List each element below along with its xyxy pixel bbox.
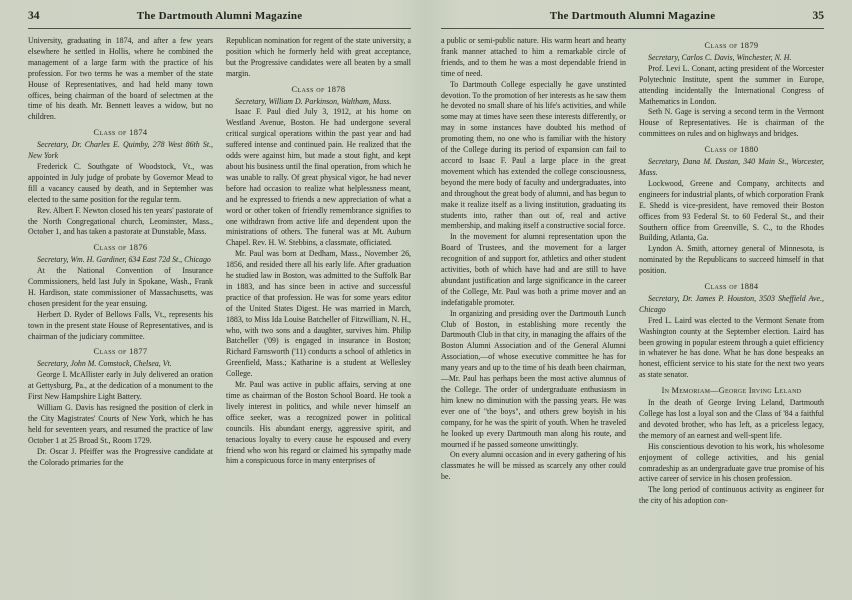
paragraph: Frederick C. Southgate of Woodstock, Vt., was appointed in July judge of probate by Governor Mead to fill a vacancy caused by death, and in September was elected to the same position for the regular term. — [28, 161, 213, 204]
secretary-line: Secretary, Dana M. Dustan, 340 Main St., Worcester, Mass. — [639, 157, 824, 177]
paragraph: George I. McAllister early in July delivered an oration at Gettysburg, Pa., at the dedication of a monument to the First New Hampshire Light Battery. — [28, 370, 213, 402]
columns-left — [28, 36, 411, 588]
page-header-left — [28, 10, 411, 25]
paragraph: Mr. Paul was active in public affairs, serving at one time as chairman of the Boston School Board. He took a lively interest in politics, and while never himself an office seeker, was a recognized power in political councils. His abundant energy, aggressive spirit, and tenacious loyalty to every cause he espoused and every friend who won his regard or claimed his sympathy made him a conspicuous force in many enterprises of — [226, 380, 411, 466]
class-section-heading: Class of 1876 — [93, 243, 148, 253]
secretary-line: Secretary, Dr. James P. Houston, 3503 Sheffield Ave., Chicago — [639, 293, 824, 314]
paragraph: Seth N. Gage is serving a second term in the Vermont House of Representatives. He is chairman of the committees on rules and on highways and bridges. — [639, 107, 824, 139]
paragraph: On every alumni occasion and in every gathering of his classmates he will be missed as scarcely any other could be. — [441, 450, 626, 482]
page-number-left: 34 — [28, 10, 40, 22]
paragraph: In organizing and presiding over the Dartmouth Lunch Club of Boston, in establishing more recently the Dartmouth Club in that city, in managing the affairs of the Boston Alumni Association and of the General Alumni Association,—of whose executive committee he has for many years and up to the time of his death been chairman,—Mr. Paul has perhaps been the most active alumnus of the College. The order of undergraduate enthusiasm in him knew no diminution with the passing years. He was ever one of "the boys", and others grew boyish in his company, for he was the spirit of youth. When he traveled he looked up every Dartmouth man along his route, and mourned if he passed someone unwittingly. — [441, 308, 626, 449]
paragraph: Mr. Paul was born at Dedham, Mass., November 26, 1856, and resided there all his early life. After graduation he studied law in Boston, was admitted to the Suffolk Bar in 1883, and has since been in active and successful practice of that profession. He was for some years editor of the United States Digest. He was married in March, 1883, to Miss Ida Louise Batcheller of Fitzwilliam, N. H., who, with two sons and a daughter, survives him. Philip Batcheller ('09) is engaged in insurance in Boston; Richard Farnsworth ('11) conducts a school of athletics in Greenfield, Mass.; Katharine is a student at Wellesley College. — [226, 249, 411, 379]
class-section-heading: Class of 1878 — [291, 84, 346, 94]
class-section-heading: Class of 1879 — [704, 41, 759, 50]
memoriam-heading: In Memoriam—George Irving Leland — [661, 386, 802, 396]
paragraph: His conscientious devotion to his work, his wholesome enjoyment of college activities, and his genial comradeship as an undergraduate gave true promise of his active career of service in his chosen profession. — [639, 441, 824, 484]
page-header-right — [441, 10, 824, 25]
header-rule-left — [28, 28, 411, 29]
paragraph: Fred L. Laird was elected to the Vermont Senate from Washington county at the September election. Laird has been growing in popular esteem through a quiet efficiency in whatever he has done. What he has done bespeaks an honest, efficient service to his state for the next two years as state senator. — [639, 315, 824, 380]
paragraph: Republican nomination for regent of the state university, a position which he formerly held with great acceptance, but the Progressive candidates were all beaten by a small margin. — [226, 36, 411, 78]
paragraph: At the National Convention of Insurance Commissioners, held last July in Spokane, Wash., Frank H. Hardison, state commissioner of Massachusetts, was chosen president for the year ensuing. — [28, 266, 213, 308]
paragraph: The long period of continuous activity as engineer for the city of his adoption con- — [639, 485, 824, 506]
class-section-heading: Class of 1874 — [93, 128, 148, 138]
paragraph: In the movement for alumni representation upon the Board of Trustees, and the movement for a larger recognition of and support for, athletics and other student activities, both of which have had and are still to have abundant justification and large significance in the career of the College, Mr. Paul was both a prime mover and an indefatigable promoter. — [441, 232, 626, 307]
paragraph: In the death of George Irving Leland, Dartmouth College has lost a loyal son and the Class of '84 a faithful and devoted brother, who has left, as a priceless legacy, the memory of an earnest and well-spent life. — [639, 398, 824, 440]
paragraph: To Dartmouth College especially he gave unstinted devotion. To the promotion of her interests as he saw them he devoted no small share of his life's activities, and while some may at times have seen these interests differently, or may in some instances have doubted his method of promoting them, no one who is familiar with the history of the College during its period of expansion can fail to accord to Isaac F. Paul a large place in the great movement which has extended the college consciousness, beyond the mere body of faculty and undergraduates, into and throughout the great body of alumni, and has begun to make it realize itself as a living institution, graduating its students into, rather than out of, real and active membership, and making itself a constructive social force. — [441, 79, 626, 231]
secretary-line: Secretary, John M. Comstock, Chelsea, Vt. — [37, 359, 172, 369]
paragraph: Lyndon A. Smith, attorney general of Minnesota, is nominated by the Republicans to succeed himself in that position. — [639, 244, 824, 276]
class-section-heading: Class of 1877 — [93, 347, 148, 357]
secretary-line: Secretary, Dr. Charles E. Quimby, 278 West 86th St., New York — [28, 140, 213, 161]
page-number-right: 35 — [812, 10, 824, 22]
secretary-line: Secretary, Wm. H. Gardiner, 634 East 72d St., Chicago — [37, 255, 211, 265]
text-column-2 — [226, 36, 411, 588]
secretary-line: Secretary, William D. Parkinson, Waltham, Mass. — [235, 96, 392, 106]
secretary-line: Secretary, Carlos C. Davis, Winchester, N. H. — [648, 52, 792, 62]
page-right — [426, 0, 852, 600]
paragraph: Isaac F. Paul died July 3, 1912, at his home on Westland Avenue, Boston. He had undergone several critical surgical operations within the past year and had suffered intense and continued pain. He realized that the odds were against him, but made a stout fight, and kept about his business until the final operation, from which he was unable to rally. Of great physical vigor, he had never before had occasion to realize what helplessness meant, and he expressed to friends a new appreciation of what a word or other token of friendly remembrance signifies to one withdrawn from active life and dependent upon the ministrations of others. The funeral was at Mt. Auburn Chapel. Rev. H. W. Stebbins, a classmate, officiated. — [226, 107, 411, 248]
magazine-title-left: The Dartmouth Alumni Magazine — [136, 10, 303, 22]
magazine-title-right: The Dartmouth Alumni Magazine — [549, 10, 716, 22]
columns-right — [441, 36, 824, 588]
paragraph: University, graduating in 1874, and after a few years elsewhere he settled in Hollis, where he combined the management of a large farm with the practice of his profession. For two terms he was a member of the state House of Representatives, and had held many town offices, being chairman of the board of selectmen at the time of his death. Mr. Bennett leaves a widow, but no children. — [28, 36, 213, 122]
paragraph: a public or semi-public nature. His warm heart and hearty frank manner attached to him a remarkable circle of friends, and to them he was a most dependable friend in time of need. — [441, 36, 626, 78]
paragraph: Dr. Oscar J. Pfeiffer was the Progressive candidate at the Colorado primaries for the — [28, 446, 213, 467]
text-column-1 — [28, 36, 213, 588]
header-rule-right — [441, 28, 824, 29]
paragraph: Herbert D. Ryder of Bellows Falls, Vt., represents his town in the present state House of Representatives, and is chairman of the judiciary committee. — [28, 309, 213, 341]
paragraph: Rev. Albert F. Newton closed his ten years' pastorate of the North Congregational church, Leominster, Mass., October 1, and has taken a pastorate at Dunstable, Mass. — [28, 205, 213, 237]
class-section-heading: Class of 1884 — [704, 282, 759, 292]
paragraph: Prof. Levi L. Conant, acting president of the Worcester Polytechnic Institute, spent the summer in Europe, attending incidentally the International Congress of Mathematics in London. — [639, 63, 824, 106]
paragraph: William G. Davis has resigned the position of clerk in the City Magistrates' Courts of New York, which he has held for seventeen years, and resumed the practice of law October 1 at 25 Broad St., Room 1729. — [28, 403, 213, 445]
paragraph: Lockwood, Greene and Company, architects and engineers for industrial plants, of which corporation Frank E. Shedd is vice-president, have removed their Boston offices from 93 Federal St. to 60 Federal St., and their Southern office from Greenville, S. C., to the Rhodes Building, Atlanta, Ga. — [639, 178, 824, 243]
text-column-3 — [441, 36, 626, 588]
class-section-heading: Class of 1880 — [704, 145, 759, 155]
text-column-4 — [639, 36, 824, 588]
